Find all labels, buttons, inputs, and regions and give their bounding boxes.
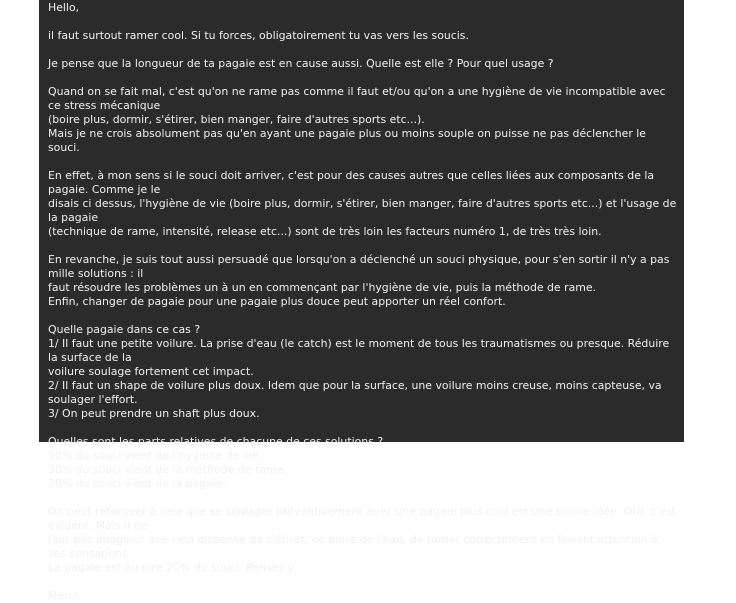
text-line: Quelle pagaie dans ce cas ? <box>48 323 201 336</box>
text-line: 20% du souci vient de la pagaie. <box>48 477 227 490</box>
paragraph-3 <box>48 85 678 155</box>
forum-post-body <box>39 0 684 602</box>
paragraph-1: il faut surtout ramer cool. Si tu forces, obligatoirement tu vas vers les soucis. <box>48 29 469 42</box>
text-line: 1/ Il faut une petite voilure. La prise d'eau (le catch) est le moment de tous les traumatismes ou presque. Réduire la surface de la <box>48 337 670 364</box>
text-line: On peut rétorquer à cela que se soulager préventivement avec une pagaie plus cool est une bonne idée. OUI, c'est évident. Mais il ne <box>48 505 676 532</box>
text-line: voilure soulage fortement cet impact. <box>48 365 254 378</box>
text-line: La pagaie est au pire 20% du souci. Pensez y. <box>48 561 296 574</box>
text-line: (technique de rame, intensité, release etc...) sont de très loin les facteurs numéro 1, de très très loin. <box>48 225 602 238</box>
paragraph-2: Je pense que la longueur de ta pagaie est en cause aussi. Quelle est elle ? Pour quel usage ? <box>48 57 554 70</box>
text-line: (boire plus, dormir, s'étirer, bien manger, faire d'autres sports etc...). <box>48 113 425 126</box>
text-line: 2/ Il faut un shape de voilure plus doux. Idem que pour la surface, une voilure moins creuse, moins capteuse, va soulager l'effort. <box>48 379 662 406</box>
text-line: Quelles sont les parts relatives de chacune de ces solutions ? <box>48 435 384 448</box>
text-line: Mais je ne crois absolument pas qu'en ayant une pagaie plus ou moins souple on puisse ne pas déclencher le souci. <box>48 127 647 154</box>
text-line: faut résoudre les problèmes un à un en commençant par l'hygiène de vie, puis la méthode de rame. <box>48 281 597 294</box>
paragraph-4 <box>48 169 678 239</box>
text-line: Enfin, changer de pagaie pour une pagaie plus douce peut apporter un réel confort. <box>48 295 506 308</box>
paragraph-8 <box>48 505 678 575</box>
text-line: disais ci dessus, l'hygiène de vie (boire plus, dormir, s'étirer, bien manger, faire d'autres sports etc...) et l'usage de la pagaie <box>48 197 677 224</box>
paragraph-6 <box>48 323 678 421</box>
text-line: 50% du souci vient de l'hygiène de vie. <box>48 449 263 462</box>
text-line: En effet, à mon sens si le souci doit arriver, c'est pour des causes autres que celles liées aux composants de la pagaie. Comme je le <box>48 169 655 196</box>
paragraph-5 <box>48 253 678 309</box>
text-line: Quand on se fait mal, c'est qu'on ne rame pas comme il faut et/ou qu'on a une hygiène de vie incompatible avec ce stress mécanique <box>48 85 666 112</box>
greeting: Hello, <box>48 1 80 14</box>
text-line: En revanche, je suis tout aussi persuadé que lorsqu'on a déclenché un souci physique, pour s'en sortir il n'y a pas mille solutions : il <box>48 253 670 280</box>
text-line: 30% du souci vient de la méthode de rame. <box>48 463 287 476</box>
text-line: 3/ On peut prendre un shaft plus doux. <box>48 407 260 420</box>
signoff: Merci. <box>48 589 81 602</box>
paragraph-7 <box>48 435 678 491</box>
text-line: faut pas imaginer que cela dispense de s'étirer, de boire de l'eau, de ramer correctement en faisant attention à ses sensations. <box>48 533 658 560</box>
